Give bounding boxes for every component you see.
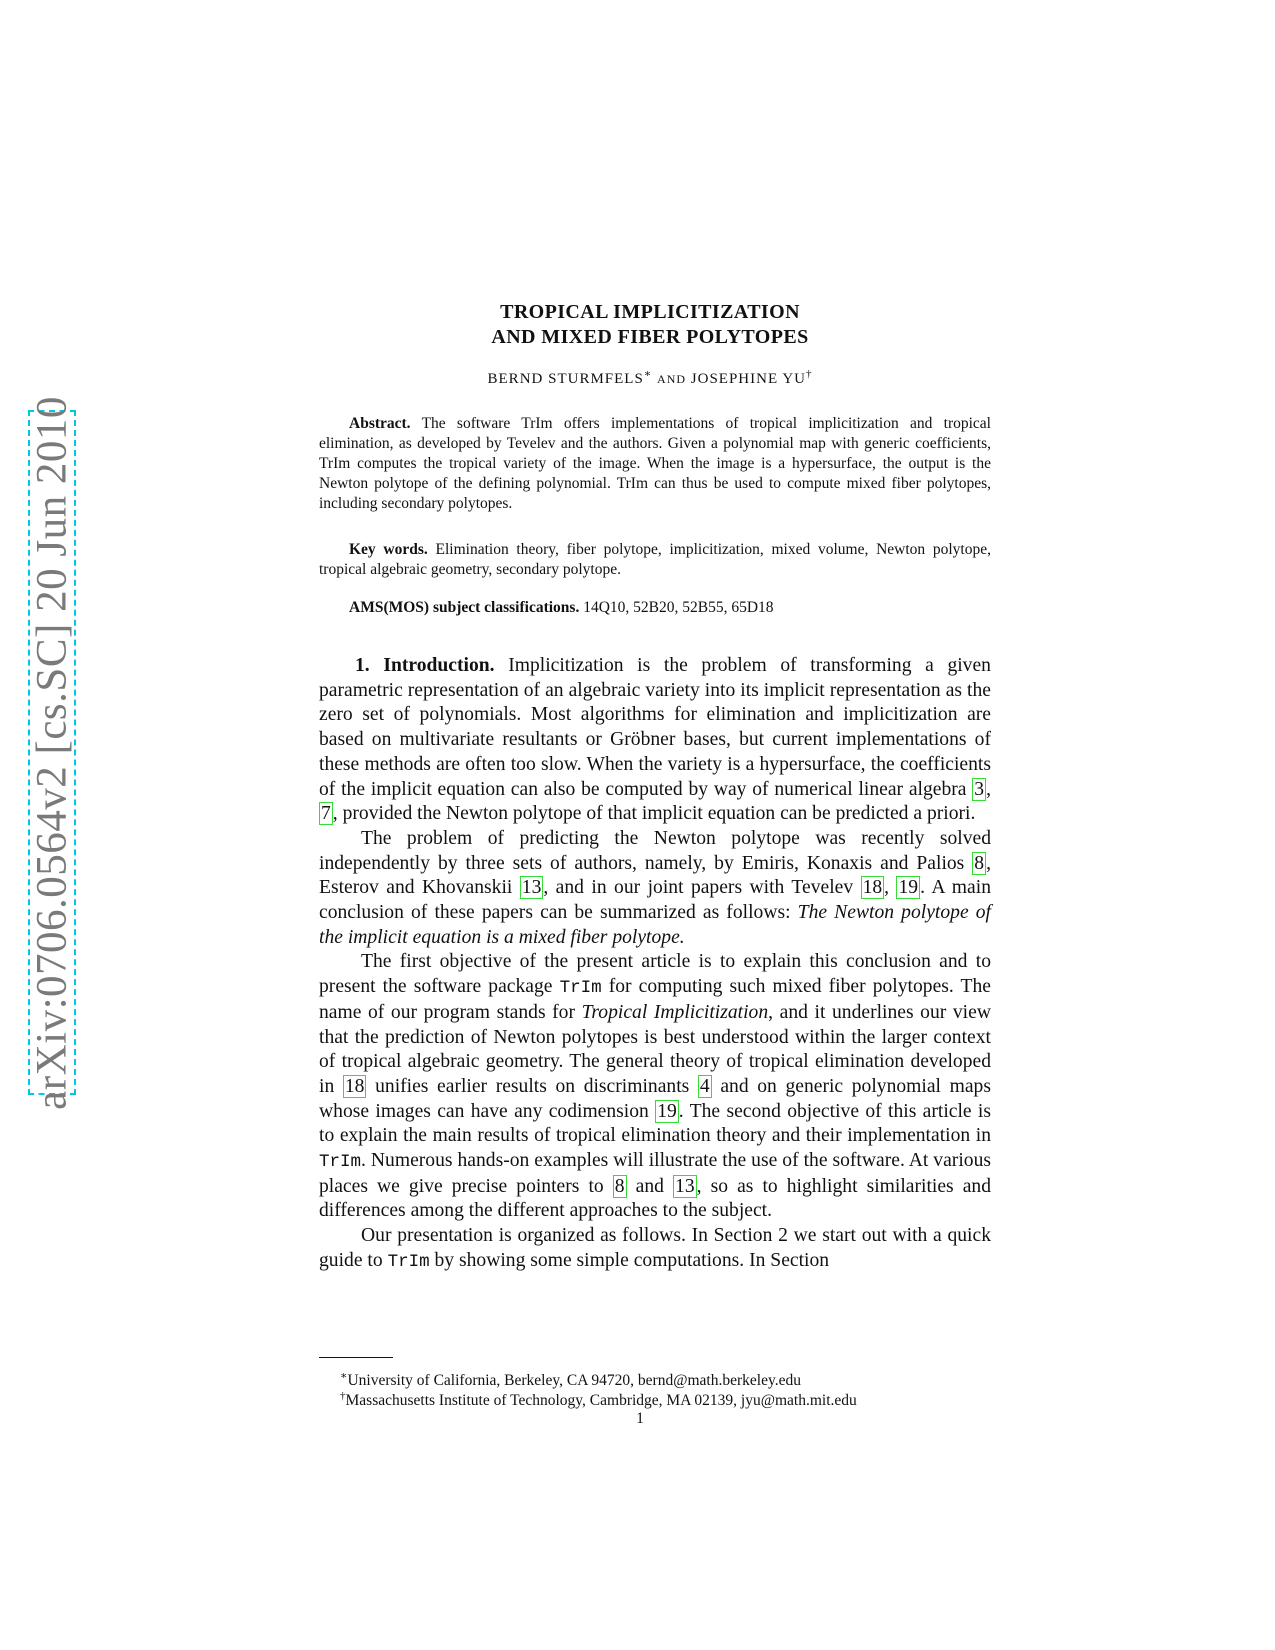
keywords-text: Elimination theory, fiber polytope, implicitization, mixed volume, Newton polytope, tropical algebraic geometry, secondary polytope. [319,541,991,578]
italic-statement: The Newton polytope of the implicit equation is a mixed fiber polytope. [319,902,991,948]
text-run: , so as to highlight similarities and differences among the different approaches to the subject. [319,1175,992,1222]
text-run: unifies earlier results on discriminants [375,1075,690,1097]
text-run: . Numerous hands-on examples will illustrate the use of the software. At various places we give precise pointers to [319,1150,991,1197]
footnote-2-mark: † [340,1390,346,1402]
paragraph-3 [319,950,991,1224]
paragraph-1: 1. Introduction. Implicitization is the problem of transforming a given parametric representation of an algebraic variety into its implicit representation as the zero set of polynomials. Most algorithms for elimination and implicitization are based on multivariate resultants or Gröbner bases, but current implementations of these methods are often too slow. When the variety is a hypersurface, the coefficients of the implicit equation can also be computed by way of numerical linear algebra 3 , 7 , provided the Newton polytope of that implicit equation can be predicted a priori. [319,655,991,825]
section-title: Introduction. [383,655,495,676]
citation-link[interactable]: 7 [321,803,331,825]
text-run: by showing some simple computations. In Section [434,1249,830,1271]
citation-link[interactable]: 19 [657,1100,677,1122]
italic-term: Tropical Implicitization [581,1001,769,1023]
citation-link[interactable]: 13 [521,877,542,899]
author-line [300,367,1000,388]
text-run: Implicitization is the problem of transforming a given parametric representation of an algebraic variety into its implicit representation as the zero set of polynomials. Most algorithms for elimination and implicitization are based on multivariate resultants or Gröbner bases, but current implementations of these methods are often too slow. When the variety is a hypersurface, the coefficients of the implicit equation can also be computed by way of numerical linear algebra [319,655,991,800]
abstract-text: The software TrIm offers implementations of tropical implicitization and tropical elimination, as developed by Tevelev and the authors. Given a polynomial map with generic coefficients, TrIm computes the tropical variety of the image. When the image is a hypersurface, the output is the Newton polytope of the defining polynomial. TrIm can thus be used to compute mixed fiber polytopes, including secondary polytopes. [319,415,991,512]
page-number: 1 [636,1410,644,1427]
footnote-1-mark: ∗ [340,1370,348,1382]
paper-title [300,300,1000,350]
text-run: , Esterov and Khovanskii [319,852,991,899]
author-1: BERND STURMFELS [487,371,644,387]
text-run: . The second objective of this article is to explain the main results of tropical elimination theory and their implementation in [319,1100,991,1147]
title-line-2: AND MIXED FIBER POLYTOPES [491,326,809,348]
paragraph-4 [319,1224,991,1274]
ams-label: AMS(MOS) subject classifications. [349,599,580,616]
footnote-2-text: Massachusetts Institute of Technology, Cambridge, MA 02139, jyu@math.mit.edu [345,1392,857,1410]
citation-link[interactable]: 8 [614,1175,625,1197]
citation-link[interactable]: 8 [974,852,985,874]
citation-link[interactable]: 3 [974,778,985,800]
citation-link[interactable]: 4 [699,1075,710,1097]
author-1-mark: ∗ [643,368,653,380]
paragraph-2: The problem of predicting the Newton polytope was recently solved independently by three sets of authors, namely, by Emiris, Konaxis and Palios 8 , Esterov and Khovanskii 13 , and in our joint papers with Tevelev 18 , 19 . A main conclusion of these papers can be summarized as follows: The Newton polytope of the implicit equation is a mixed fiber polytope. [319,827,991,948]
text-run: . A main conclusion of these papers can be summarized as follows: [319,877,991,924]
text-run: The problem of predicting the Newton polytope was recently solved independently by three sets of authors, namely, by Emiris, Konaxis and Palios [319,827,991,874]
citation-link[interactable]: 18 [344,1075,365,1097]
software-name: TrIm [387,1251,430,1272]
footnote-rule [319,1357,393,1358]
keywords-label: Key words. [349,541,428,558]
author-conjunction: AND [657,372,687,386]
citation-link[interactable]: 18 [862,877,883,899]
abstract [319,414,991,514]
keywords [319,540,991,580]
title-line-1: TROPICAL IMPLICITIZATION [500,301,800,323]
text-run: , and it underlines our view that the prediction of Newton polytopes is best understood within the larger context of tropical algebraic geometry. The general theory of tropical elimination developed in [319,1001,991,1097]
text-run: Our presentation is organized as follows. In Section 2 we start out with a quick guide to [319,1225,991,1271]
arxiv-identifier[interactable]: arXiv:0706.0564v2 [cs.SC] 20 Jun 2010 [28,395,76,1110]
text-run: , provided the Newton polytope of that implicit equation can be predicted a priori. [332,803,976,825]
author-2: JOSEPHINE YU [690,371,806,387]
author-2-mark: † [805,368,813,380]
text-run: The first objective of the present article is to explain this conclusion and to present the software package [319,951,991,998]
arxiv-stamp-box[interactable] [28,395,76,1110]
text-run: and on generic polynomial maps whose images can have any codimension [319,1075,991,1122]
software-name: TrIm [559,978,602,999]
ams-classification [319,598,991,618]
software-name: TrIm [319,1152,362,1173]
citation-link[interactable]: 19 [898,877,919,899]
citation-link[interactable]: 13 [675,1175,695,1197]
body-text [319,654,991,1275]
ams-codes: 14Q10, 52B20, 52B55, 65D18 [583,599,774,616]
section-number: 1. [355,655,370,676]
footnote-2 [340,1386,1000,1411]
abstract-label: Abstract. [349,415,411,432]
text-run: , and in our joint papers with Tevelev [543,877,854,899]
text-run: for computing such mixed fiber polytopes. The name of our program stands for [319,976,992,1023]
text-run: and [635,1175,664,1197]
footnote-1-text: University of California, Berkeley, CA 94720, bernd@math.berkeley.edu [347,1372,801,1390]
